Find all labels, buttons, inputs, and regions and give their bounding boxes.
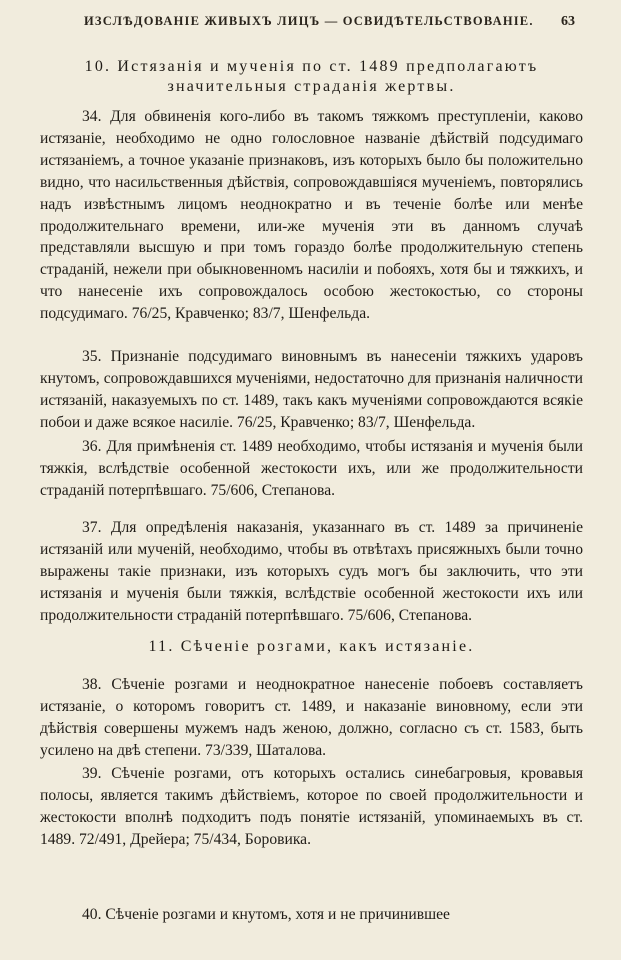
running-head xyxy=(84,14,575,29)
paragraph-37: 37. Для опредѣленія наказанія, указаннаго въ ст. 1489 за причиненіе истязаній или мученій, необходимо, чтобы въ отвѣтахъ присяжныхъ были точно выражены такіе признаки, изъ которыхъ судъ могъ бы заключить, что эти истязанія и мученія были тяжкія, вслѣдствіе особенной жестокости ихъ или продолжительности страданій потерпѣвшаго. 75/606, Степанова. xyxy=(40,519,583,624)
section-heading-10: 10. Истязанія и мученія по ст. 1489 предполагаютъ значительныя страданія жертвы. xyxy=(84,58,539,95)
page-number: 63 xyxy=(561,14,575,29)
running-head-title: ИЗСЛѢДОВАНІЕ ЖИВЫХЪ ЛИЦЪ — ОСВИДѢТЕЛЬСТВОВАНІЕ. xyxy=(84,14,534,28)
paragraph-39: 39. Сѣченіе розгами, отъ которыхъ остались синебагровыя, кровавыя полосы, является такимъ дѣйствіемъ, которое по своей продолжительности и жестокости вполнѣ подходитъ подъ понятіе истязаній, упоминаемыхъ въ ст. 1489. 72/491, Дрейера; 75/434, Боровика. xyxy=(40,765,583,848)
paragraph-36: 36. Для примѣненія ст. 1489 необходимо, чтобы истязанія и мученія были тяжкія, вслѣдствіе особенной жестокости ихъ, или же продолжительности страданій потерпѣвшаго. 75/606, Степанова. xyxy=(40,438,583,499)
paragraph-35: 35. Признаніе подсудимаго виновнымъ въ нанесеніи тяжкихъ ударовъ кнутомъ, сопровождавшихся мученіями, недостаточно для признанія наличности истязаній, наказуемыхъ по ст. 1489, такъ какъ мученіями сопровождаются всякіе побои и даже всякое насиліе. 76/25, Кравченко; 83/7, Шенфельда. xyxy=(40,348,583,431)
paragraph-34: 34. Для обвиненія кого-либо въ такомъ тяжкомъ преступленіи, каково истязаніе, необходимо не одно голословное названіе дѣйствій подсудимаго истязаніемъ, а точное указаніе признаковъ, изъ которыхъ было бы положительно видно, что насильственныя дѣйствія, сопровождавшіяся мученіемъ, повторялись надъ извѣстнымъ лицомъ неоднократно и въ теченіе болѣе или менѣе продолжительнаго времени, или-же мученія эти въ данномъ случаѣ представляли высшую и при томъ гораздо болѣе продолжительную степень страданій, нежели при обыкновенномъ насиліи и побояхъ, хотя бы и тяжкихъ, и что нанесеніе ихъ сопровождалось особою жестокостью, со стороны подсудимаго. 76/25, Кравченко; 83/7, Шенфельда. xyxy=(40,108,583,323)
paragraph-38: 38. Сѣченіе розгами и неоднократное нанесеніе побоевъ составляетъ истязаніе, о которомъ говоритъ ст. 1489, и наказаніе виновному, если эти дѣйствія совершены мужемъ надъ женою, должно, согласно съ ст. 1583, быть усилено на двѣ степени. 73/339, Шаталова. xyxy=(40,676,583,759)
section-heading-11: 11. Сѣченіе розгами, какъ истязаніе. xyxy=(148,638,475,655)
paragraph-40: 40. Сѣченіе розгами и кнутомъ, хотя и не причинившее xyxy=(82,906,450,923)
